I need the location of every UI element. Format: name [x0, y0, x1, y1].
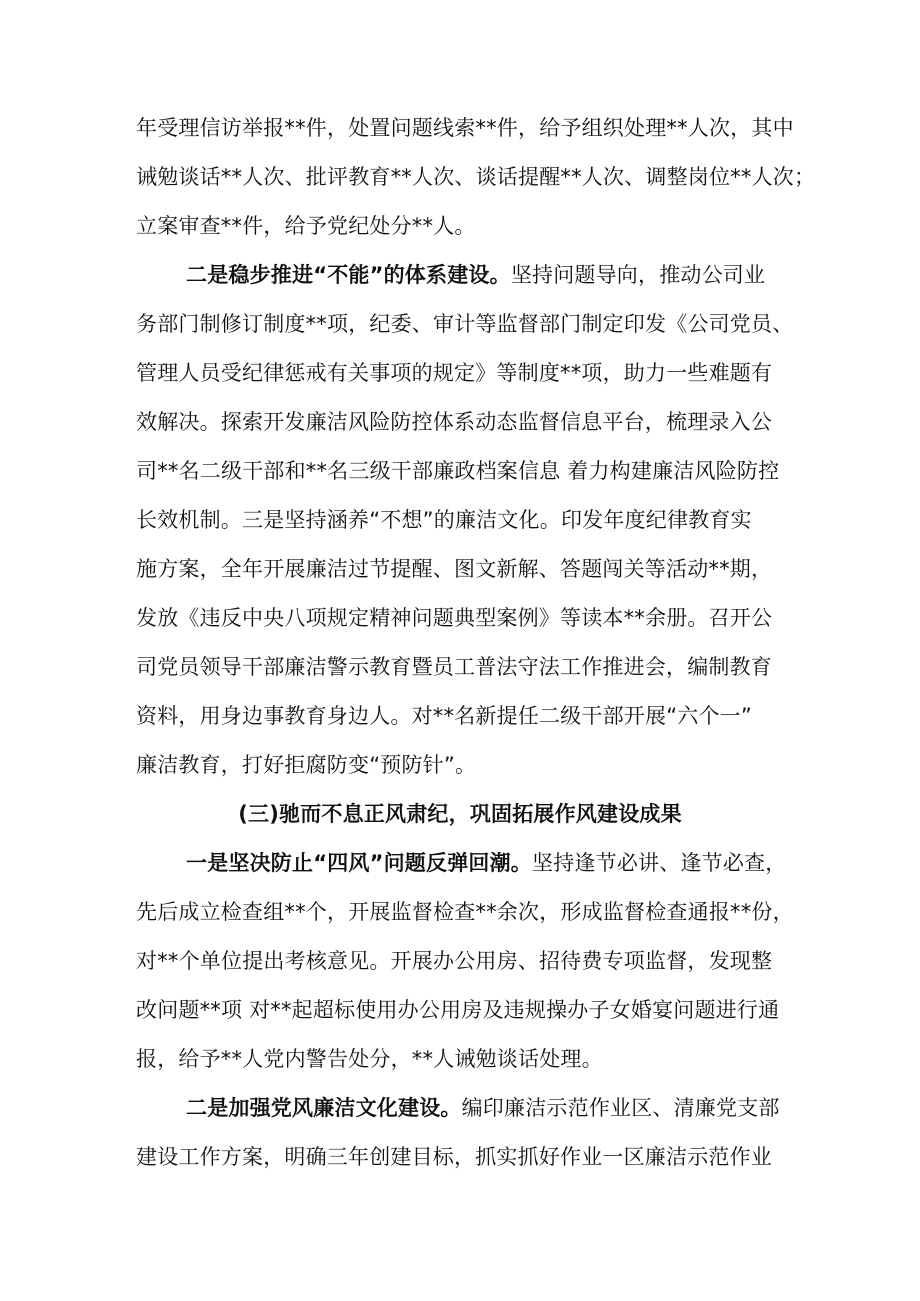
paragraph-first-line — [186, 260, 765, 290]
bold-lead: 二是稳步推进“不能”的体系建设。 — [186, 263, 511, 287]
text-line: 建设工作方案，明确三年创建目标，抓实抓好作业一区廉洁示范作业 — [136, 1145, 772, 1169]
paragraph-first-line — [186, 1093, 780, 1123]
paragraph-text: 坚持逢节必讲、逢节必查， — [532, 851, 787, 875]
text-line: 诫勉谈话**人次、批评教育**人次、谈话提醒**人次、调整岗位**人次； — [136, 165, 816, 189]
text-line: 长效机制。三是坚持涵养“不想”的廉洁文化。印发年度纪律教育实 — [136, 508, 752, 532]
paragraph-text: 坚持问题导向，推动公司业 — [510, 263, 766, 287]
paragraph-first-line — [186, 848, 786, 878]
text-line: 改问题**项 对**起超标使用办公用房及违规操办子女婚宴问题进行通 — [136, 998, 780, 1022]
text-line: 报，给予**人党内警告处分，**人诫勉谈话处理。 — [136, 1047, 603, 1071]
bold-lead: 二是加强党风廉洁文化建设。 — [186, 1096, 462, 1120]
text-line: 效解决。探索开发廉洁风险防控体系动态监督信息平台，梳理录入公 — [136, 410, 772, 434]
text-line: 先后成立检查组**个，开展监督检查**余次，形成监督检查通报**份， — [136, 900, 794, 924]
bold-lead: 一是坚决防止“四风”问题反弹回潮。 — [186, 851, 533, 875]
text-line: 发放《违反中央八项规定精神问题典型案例》等读本**余册。召开公 — [136, 606, 773, 630]
text-line: 务部门制修订制度**项，纪委、审计等监督部门制定印发《公司党员、 — [136, 312, 794, 336]
text-line: 施方案，全年开展廉洁过节提醒、图文新解、答题闯关等活动**期， — [136, 557, 773, 581]
paragraph-text: 编印廉洁示范作业区、清廉党支部 — [461, 1096, 780, 1120]
text-line: 司党员领导干部廉洁警示教育暨员工普法守法工作推进会，编制教育 — [136, 655, 772, 679]
text-line: 对**个单位提出考核意见。开展办公用房、招待费专项监督，发现整 — [136, 949, 773, 973]
text-line: 管理人员受纪律惩戒有关事项的规定》等制度**项，助力一些难题有 — [136, 361, 773, 385]
text-line: 廉洁教育，打好拒腐防变“预防针”。 — [136, 753, 477, 777]
text-line: 资料，用身边事教育身边人。对**名新提任二级干部开展“六个一” — [136, 704, 752, 728]
section-heading: (三)驰而不息正风肃纪，巩固拓展作风建设成果 — [238, 802, 682, 826]
text-line: 立案审查**件，给予党纪处分**人。 — [136, 214, 476, 238]
text-line: 司**名二级干部和**名三级干部廉政档案信息 着力构建廉洁风险防控 — [136, 459, 780, 483]
text-line: 年受理信访举报**件，处置问题线索**件，给予组织处理**人次，其中 — [136, 116, 794, 140]
